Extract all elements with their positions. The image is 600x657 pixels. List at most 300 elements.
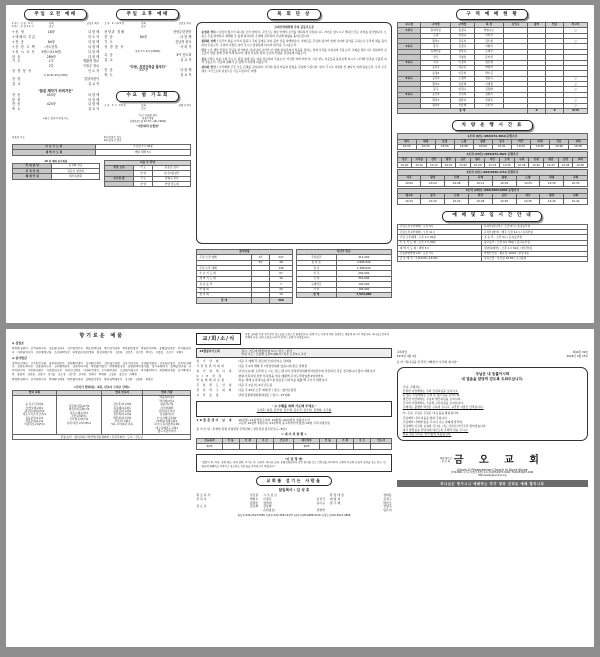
worship-orders-column xyxy=(12,9,191,319)
district-cell: 봉곡 xyxy=(421,87,451,92)
verse-title-2: 내 걸음을 담당히 걷도록 도와주십니다. xyxy=(461,377,524,382)
attend-service: 주일 오전 예배 xyxy=(197,255,251,260)
sunday-morning-order xyxy=(12,31,99,74)
order-item: 설 교 xyxy=(104,57,114,62)
bus-time: 10:11 xyxy=(469,181,493,186)
sunday-morning-service xyxy=(12,9,99,129)
attend-count: 146 xyxy=(270,266,292,271)
bus-stop: 원평 xyxy=(416,139,435,144)
sunday-morning-closing xyxy=(12,93,99,112)
district-cell: 공단3 xyxy=(421,92,451,97)
bus-stop: 도량 xyxy=(445,193,469,198)
bus-stop: 송정 xyxy=(558,157,573,162)
partners-cell xyxy=(143,395,191,434)
attendance-title: 출석현황 xyxy=(197,249,292,254)
verse-line: 간교한 사람에게는 주님의 교묘하심을 보여십니다. xyxy=(402,401,464,406)
partners-entry: 대구강해귀도교회1 xyxy=(155,425,179,430)
partners-entry: 김수현제의 xyxy=(160,405,174,410)
logo-prefix: 대한예수교 장 로 회 xyxy=(439,457,452,463)
bus-stop: 지산 xyxy=(485,157,500,162)
district-cell: 김상욱 xyxy=(450,49,474,54)
district-cell: 송정숙 xyxy=(450,28,474,33)
duty-person: 김성화 장로 xyxy=(52,163,99,168)
bus-time: 10:09 xyxy=(473,144,492,149)
partners-entry: 고아시·목지관계교회1 xyxy=(153,422,180,427)
attend-count: 227 xyxy=(270,255,292,260)
attend-count: 19 xyxy=(270,292,292,297)
newfam-cell xyxy=(336,444,353,449)
district-header: 회 장 xyxy=(474,22,504,27)
order-item: 축 도 xyxy=(12,107,22,112)
bus-stop: 광평 xyxy=(473,139,492,144)
serving-person: 강진섭 xyxy=(249,493,259,498)
verse-line: 주께서는 불쌍한 백성은 구하여 주시고, 교만한 사람은 낮추십니다. xyxy=(402,405,484,410)
attend-part: 1부 xyxy=(251,255,270,260)
district-cell: 박수림 xyxy=(474,71,504,76)
sunday-afternoon-after xyxy=(104,53,191,63)
district-header: 구역명 xyxy=(421,22,451,27)
district-group: 2교구 xyxy=(397,44,421,49)
bus-route-name: 2호차 (15호) (054)972-3821 운행기사 xyxy=(397,152,587,157)
birth-line: 고등부 10명부 3일부지, 21일부터 중고부학부가정장/ 20일 주차구매진실 xyxy=(238,421,330,426)
order-person: 설 교 자 xyxy=(88,81,100,86)
news-value: 당신(오늘)일 오후에 오 시는 성도 /장시마 검성한장내외연아임장수와 전진하신 것은 선교합니다 많이 바랍니다 xyxy=(238,368,376,373)
serving-person: 김순화 xyxy=(249,504,259,509)
schedule-table xyxy=(397,224,588,263)
order-item: 기 도 xyxy=(104,40,114,45)
serving-role: 전 도 사 xyxy=(196,504,207,509)
sm-note: +표는 일어서 주십시오 xyxy=(42,116,69,120)
serving-role: 환 장 대 장 xyxy=(329,493,344,498)
birth-line: 10일생~11일생장구녀회, 10월생~20일까지 일품이수진 xyxy=(238,417,310,422)
order-item: 찬 송 xyxy=(104,35,114,40)
order-item: +송 영 xyxy=(12,30,25,35)
district-cell: 정춘지 xyxy=(450,98,474,103)
bus-time: 10:10 xyxy=(412,163,427,168)
serving-head: 담임목사 : 김 성 호 xyxy=(278,487,310,492)
offer-kind: 구제헌금 xyxy=(296,282,336,287)
partners-header: 협력 교회 xyxy=(13,390,57,395)
bus-stop: 황상 xyxy=(421,175,445,180)
district-cell: 문미선 xyxy=(474,55,504,60)
gift-section-name: ◈ 감사헌금 xyxy=(12,357,191,361)
serving-person: 임은미 xyxy=(383,507,392,512)
serving-person: 김정구 xyxy=(383,496,392,501)
newfam-cell xyxy=(319,444,336,449)
order-line xyxy=(12,103,99,108)
order-item: 기 도 xyxy=(12,59,22,64)
partners-entry: 박중과/1님1 xyxy=(159,395,175,400)
wed-preacher: 권현식 목사 xyxy=(178,104,192,108)
sunday-afternoon-order xyxy=(104,31,191,50)
nextweek-service: 수요일 밤 xyxy=(104,176,134,181)
district-cell: 강영삼 xyxy=(450,55,474,60)
district-cell: 박영자 xyxy=(474,65,504,70)
attend-total-label: 합 계 xyxy=(197,298,251,303)
serving-columns xyxy=(196,494,391,512)
bus-stop: 황상 xyxy=(441,157,456,162)
newfam-header: 인도자 xyxy=(274,438,294,443)
news-value: 다음 주 예배 후 장로회 모임/당지는 당회실 xyxy=(238,359,292,364)
district-cell: 권정숙 xyxy=(450,33,474,38)
bus-time: 10:13 xyxy=(426,163,441,168)
wed-line: 성경본문/ 출 12:37~42(구98쪽) xyxy=(129,119,167,123)
order-line xyxy=(104,69,191,74)
attend-part: 2부 xyxy=(251,260,270,265)
sa-time: 오후 2시00분 xyxy=(104,22,126,26)
order-person: 다 함 께 xyxy=(88,102,100,107)
offer-amount: 120,000 xyxy=(336,282,391,287)
order-item: 봉 헌 xyxy=(12,97,22,102)
attend-service: 새 벽 기 도 회 xyxy=(197,276,251,281)
wednesday-service xyxy=(104,91,191,129)
bus-time: 10:20 xyxy=(421,199,445,204)
bus-stop: 형곡 xyxy=(470,157,485,162)
schedule-right: 강독모임 : 목요일 10:00 / 소그룹실 xyxy=(481,256,587,261)
serving-person: 박미소 xyxy=(383,500,392,505)
verse-line: 주님께서 나에게 힘을 주시니 나는 날쌔게 달리며, xyxy=(402,419,463,424)
schedule-left: 금 요 예 식 : 수(10:00~13:00) xyxy=(397,256,481,261)
wed-sermon-title: "여호와의 유월절" xyxy=(136,124,160,129)
order-item: 성 경 봉 독 xyxy=(104,44,125,49)
offer-amount: 200,000 xyxy=(336,271,391,276)
offer-amount: 1,388,000 xyxy=(336,266,391,271)
bus-routes xyxy=(397,133,588,205)
bus-time: 10:41 xyxy=(492,144,511,149)
footer-verse: 하나님은 영이시니 예배하는 자가 영과 진리로 예배 할지니라 xyxy=(397,480,588,487)
offer-amount: 4,995,000 xyxy=(336,260,391,265)
district-cell: 강옥지 xyxy=(450,39,474,44)
bus-stop: 인의 xyxy=(445,175,469,180)
schedule-right: 초 등 부 : 오전 9시 / 유초등부실 xyxy=(481,235,587,240)
order-person: 김남현 집사 xyxy=(175,40,192,45)
partners-entry: 목목제/1교회1 xyxy=(113,405,131,410)
bus-time: 10:45 xyxy=(530,144,549,149)
church-logo xyxy=(397,455,588,478)
bus-stop: 원남 xyxy=(543,157,558,162)
order-item: 특 송 xyxy=(104,52,114,57)
order-hymn: 64장 xyxy=(47,40,55,45)
meditation-lead: 중보 / xyxy=(201,56,209,61)
serving-line xyxy=(196,505,258,509)
district-cell: 김수철 xyxy=(474,39,504,44)
order-line xyxy=(12,108,99,113)
volume: 제44권 39호 xyxy=(572,350,588,354)
meditation-lead: 송영과 찬사 / xyxy=(201,30,218,35)
verse-line: 주님께서 나의 어둠을 밝혀 주십니다. xyxy=(402,415,448,420)
news-featured-title: 13월봉사기도회 xyxy=(199,348,220,353)
district-group: 4교구 xyxy=(397,76,421,81)
order-item: 찬 송 xyxy=(12,54,22,59)
nextweek-person: 김동조 집사 xyxy=(152,165,190,170)
wed-nextweek-label: 다음주 기도 xyxy=(12,135,25,139)
bus-time: 10:00 xyxy=(397,163,412,168)
news-column xyxy=(196,333,391,643)
wed-line: 기도/ 서울배 권사 xyxy=(138,113,158,117)
bus-stop: 공단 xyxy=(456,157,471,162)
sunday-morning-title: 주일 오전 예배 xyxy=(24,9,87,20)
offer-kind: 십 일 조 xyxy=(296,260,336,265)
sa-preacher: 김성호 목사 xyxy=(178,22,192,26)
sa-sermon-title: "다윗, 성전건축을 품무다" xyxy=(129,65,167,70)
partners-entry: 강아사/은다이 xyxy=(158,408,176,413)
gift-section-names: 강정식/김재진 구구은/신진희 권창씨/권한어 권학혜/이경이 김성화/신계식 김상귀/고창원 김상기/김강숙 김성화/강현권 김성희/조통옥 김은디/김혜진 김정호/최미선 김중희/이조리 김춘혜/정장숙 김현욱/사작장 박연철/이종인 박정혜/송상선 권명한/박인강/상철 창기곡혜/장지 송해달/김은환 유준석/유인아 이정귀/전불순 이한별/김순진 이현오/김정윤 이성화/김정진 조사현/은영난 조상현/이영교지 복자영/박옥지 최만혜/김경희 홍기택/홍가현 홍용재 김강희 김봉서 김서울 김소정 김수정 김수환 김혜서 박재현 소흥선 송호선 이혜정 xyxy=(12,361,192,376)
serving-column xyxy=(263,494,325,512)
bus-time: 10:18 xyxy=(492,181,516,186)
order-person: 다 함 께 xyxy=(180,68,192,73)
news-featured xyxy=(196,348,391,359)
partners-entry: 서군/이교회1 xyxy=(114,419,130,424)
serving-role: 원 로 목 사 xyxy=(196,493,211,498)
news-key: 교 민 동 창 xyxy=(196,392,220,397)
bus-stop: 공단 xyxy=(492,193,516,198)
order-person: 다 함 께 xyxy=(88,54,100,59)
verse-line: 신실한 사람에게는 주의 신실하심을 보여시고, xyxy=(402,389,459,394)
bus-route-table xyxy=(397,188,588,205)
bus-time: 10:33 xyxy=(485,163,500,168)
bus-stop: 봉곡 xyxy=(421,193,445,198)
serving-line xyxy=(263,509,325,513)
partners-cell xyxy=(102,395,143,434)
news-value: 다음 주 1님 위, 2차 진도됨 xyxy=(238,383,273,388)
district-cell: 원대복집 xyxy=(421,28,451,33)
bulletin-page-top xyxy=(6,5,594,323)
order-person: 다 함 께 xyxy=(88,97,100,102)
news-service-line: 봉 사 안 내 : 부재상 장명 다정한장 주택진회 / 장신성장 봉무부림구~8인1 xyxy=(196,426,287,431)
bus-time: 10:38 xyxy=(514,163,529,168)
order-person: 3여 전도회 xyxy=(176,52,192,57)
church-name-ko: 금 오 교 회 xyxy=(453,454,545,466)
bus-stop: 광평 xyxy=(492,175,516,180)
serving-role: 밤 주 제 xyxy=(329,500,341,505)
verse-line: 깨끗한 사람에게는 주님의 깨끗하심을 보여시며, xyxy=(402,397,462,402)
newfam-title: < 새 가 족 현 황 > xyxy=(281,431,307,436)
attend-service: 수 요 기 도 회 xyxy=(197,271,251,276)
partners-entry: 7 이기제이교회1 xyxy=(156,415,177,420)
newfam-cell: 9/25 xyxy=(294,444,319,449)
nextweek-person: 호나아중창단 xyxy=(152,171,190,176)
order-hymn: 5번(시119편) xyxy=(41,49,61,54)
partners-entry: 동동중앙/1교/1 xyxy=(25,415,44,420)
prayer-time: 매일 새벽 5시 xyxy=(95,150,191,155)
district-cell: 오혜진 xyxy=(474,49,504,54)
identity-column xyxy=(397,333,588,643)
next-week-praise-table xyxy=(104,160,192,188)
bus-time: 10:30 xyxy=(492,199,516,204)
order-line xyxy=(12,82,99,87)
prayer-name: 수 요 기 도 회 xyxy=(13,144,96,149)
bus-stop: 구평 xyxy=(514,157,529,162)
partners-entry: 우산교회/이1 xyxy=(71,413,87,418)
district-cell: 황상3 xyxy=(421,98,451,103)
meditation-title: 목 회 단 상 xyxy=(267,9,321,20)
bus-stop: 신동 xyxy=(549,139,568,144)
table-total-row xyxy=(197,298,292,303)
news-featured-line2: 안내 기도 : 오늘에 오후5시00시 / 특수 오후5시 교사 xyxy=(241,351,307,356)
order-hymn: 18장 xyxy=(47,30,55,35)
bus-stop: 사곡 xyxy=(397,175,421,180)
partners-entry: 신한보례교회1 xyxy=(25,405,44,410)
district-cell: ○ xyxy=(564,39,588,44)
district-cell: 박철숙소 xyxy=(474,28,504,33)
district-cell: 신선복 xyxy=(450,92,474,97)
bus-stop: 교회 xyxy=(564,193,588,198)
partners-entry: 5목-시미/1과 지옥 xyxy=(111,422,134,427)
wed-time: 오후 7시 30분 xyxy=(104,104,127,108)
serving-column xyxy=(196,494,258,512)
meditation-body xyxy=(201,31,386,73)
district-cell: ○ xyxy=(564,87,588,92)
partners-title: <우리가 협력하는 교회, 선교사 그리고 단체> xyxy=(73,385,130,390)
district-cell: ○ xyxy=(564,82,588,87)
wed-nextweek-item: 2부/김상기 정로 xyxy=(103,138,122,142)
serving-role: 이경우 xyxy=(263,496,272,501)
district-total-label: 총 계 xyxy=(397,108,527,113)
table-row xyxy=(197,444,391,449)
bus-stop: 봉곡 xyxy=(492,139,511,144)
district-cell: 주인자 xyxy=(474,103,504,108)
attend-count: 67 xyxy=(270,271,292,276)
district-cell: 차순옥 xyxy=(450,65,474,70)
bus-time: 10:15 xyxy=(397,199,421,204)
news-featured-line1: 일시 : 기도자/정월/부터 5시 / 장소 : 본당 xyxy=(241,348,292,353)
duty-person: 새가족위원 xyxy=(52,174,99,179)
order-person: 다 함 께 xyxy=(88,49,100,54)
order-item: +찬 송 xyxy=(12,40,25,45)
bus-time-row xyxy=(397,199,587,204)
bus-time: 10:40 xyxy=(529,163,544,168)
sm-preacher: 김성호 목사 xyxy=(86,22,100,26)
schedule-title: 예 배 및 모 임 시 간 안 내 xyxy=(442,211,542,222)
partners-cell xyxy=(56,395,101,434)
serving-person: 김병한 xyxy=(316,507,325,512)
partners-entry: 강흔계/이교회1 xyxy=(113,412,132,417)
meditation-lead: 간구 / xyxy=(201,47,209,52)
order-item: 찬 송 xyxy=(12,102,22,107)
nextweek-kind: 기 도 xyxy=(134,176,153,181)
serving-column xyxy=(330,494,392,512)
serving-contact: 영등부:010-2543-5985 자족부:010-3624-4175 /권주사(054)988-4126 김정소사010-5021-9858 xyxy=(237,514,351,518)
bus-stop: 도량 xyxy=(516,175,540,180)
district-cell: ○ xyxy=(564,98,588,103)
schedule-left: 새 벽 기 도 회 : 새벽 5시 xyxy=(397,246,481,251)
bus-time: 10:04 xyxy=(421,181,445,186)
attend-total: 560 xyxy=(270,298,292,303)
newfam-header: 이 름 xyxy=(222,438,239,443)
order-item: 설 교 xyxy=(12,81,22,86)
sa-scripture: 삼하 7:1-17(구409쪽) xyxy=(135,50,161,54)
newfam-cell xyxy=(222,444,239,449)
district-cell: 강영옥 xyxy=(474,98,504,103)
order-hymn: 80장 xyxy=(139,35,147,40)
newfam-header: 인도자 xyxy=(371,438,391,443)
district-cell: 상모 xyxy=(421,55,451,60)
partners-entry: 서남속보교회/이1 xyxy=(24,422,45,427)
bus-time: 10:40 xyxy=(540,199,564,204)
bus-stop: 원평 xyxy=(540,175,564,180)
gift-column xyxy=(12,333,191,643)
district-header: 헌금 xyxy=(546,22,564,27)
bus-time: 10:00 xyxy=(397,144,416,149)
bus-route-name: 3호차 (3호) (010)5646-1712 운행기사 xyxy=(397,170,587,175)
district-group: 3교구 xyxy=(397,60,421,65)
district-cell: 공단2 xyxy=(421,76,451,81)
news-key: 선 선 학 구 대 회 xyxy=(196,387,233,392)
schedule-right: 중고등부 : 오전 9시 30분 / 중고등부실 xyxy=(481,240,587,245)
order-hymn: 1부 xyxy=(48,59,54,64)
news-key: V I P 적 정 xyxy=(196,373,223,378)
order-line xyxy=(12,93,99,98)
district-cell: 황상2 xyxy=(421,82,451,87)
sm-preacher-label: 설교 xyxy=(48,25,54,29)
bus-title: 차 량 운 행 시 간 표 xyxy=(452,120,533,131)
news-key: 정 기 당 회 xyxy=(196,359,220,364)
partners-header: 협력 선교사 xyxy=(102,390,143,395)
serving-role: 시 무 장 로 xyxy=(263,493,278,498)
bus-stop: 형곡2 xyxy=(397,193,421,198)
prayer-box-title: - 고 수행을 위해 기도해 주세요 - xyxy=(271,404,317,409)
attend-service: 청 년 회 xyxy=(197,292,251,297)
church-website[interactable]: http://www.geumoch.org xyxy=(478,474,507,478)
district-cell: ○ xyxy=(564,76,588,81)
bus-stop: 교회 xyxy=(568,139,587,144)
bus-time: 10:48 xyxy=(568,144,587,149)
district-cell: 정용숙 xyxy=(474,76,504,81)
attend-count: 7 xyxy=(270,282,292,287)
partners-entry: 비도시기온기간기/1 xyxy=(22,412,47,417)
district-cell: 사곡 xyxy=(421,60,451,65)
meditation-paragraph: 중보 / 병든 자를 고쳐 주시고, 슬픔 중에 있는 자를 위로하여 주옵소서. 가난한 자와 약한 자, 고난 받는 이웃들을 돌아보게 하시고, 나라와 민족을 긍휼히 여겨 주옵소서. 주님의 평화가 온 땅에 가득하게 하옵소서. xyxy=(201,56,387,65)
prayer-schedule-table xyxy=(12,144,191,156)
bus-time: 10:46 xyxy=(549,144,568,149)
order-hymn: 2부 xyxy=(48,64,54,69)
district-header: 출석 xyxy=(528,22,546,27)
order-person: 다 함 께 xyxy=(88,44,100,49)
bus-stop: 상모 xyxy=(397,157,412,162)
gift-title: 향기로운 예물 xyxy=(79,333,125,339)
sm-time-1: 1부/ 오전 9시 xyxy=(12,22,34,26)
partners-entry: 박흔계/이교회1 xyxy=(113,415,132,420)
table-total-row xyxy=(296,292,391,297)
partners-entry: 새신수의교회/이1 xyxy=(68,407,90,412)
district-cell: ○ xyxy=(564,28,588,33)
offer-amount: 411,000 xyxy=(336,255,391,260)
serving-role: 부 목 사 xyxy=(196,496,207,501)
offer-amount: 100,000 xyxy=(336,287,391,292)
bus-time: 10:46 xyxy=(558,163,573,168)
church-address: (730-860) 구미시 박정로 23길 1-6 전화(054)973-1900 / FAX(054)973-1901 xyxy=(451,471,534,475)
partners-entry: 월드이정수어미 xyxy=(157,429,176,434)
order-item: 찬 송 xyxy=(104,68,114,73)
order-person: 다 함 께 xyxy=(88,30,100,35)
meditation-lead: 참회와 자백 / xyxy=(201,39,218,44)
news-key: 기관장연석회의 xyxy=(196,364,226,369)
order-person: 찬양수련찬양 xyxy=(173,30,192,35)
bus-route-table xyxy=(397,133,588,150)
bus-time-row xyxy=(397,181,587,186)
duty-role: 폐 예 안 내 xyxy=(13,174,52,179)
order-item: 찬양과 경배 xyxy=(104,30,125,35)
sm-sermon-title: "참된 제자가 되려거든" xyxy=(37,89,74,94)
district-cell: 이금희 xyxy=(450,71,474,76)
nextweek-kind: 기 도 xyxy=(134,165,153,170)
district-cell: 봉곡 xyxy=(421,44,451,49)
bus-time: 10:30 xyxy=(470,163,485,168)
offer-total: 7,524,000 xyxy=(336,292,391,297)
district-cell: 노명자 xyxy=(450,76,474,81)
partners-entry: 김상창/김동/2거1 xyxy=(68,403,90,408)
order-person: 인 도 자 xyxy=(88,35,100,40)
